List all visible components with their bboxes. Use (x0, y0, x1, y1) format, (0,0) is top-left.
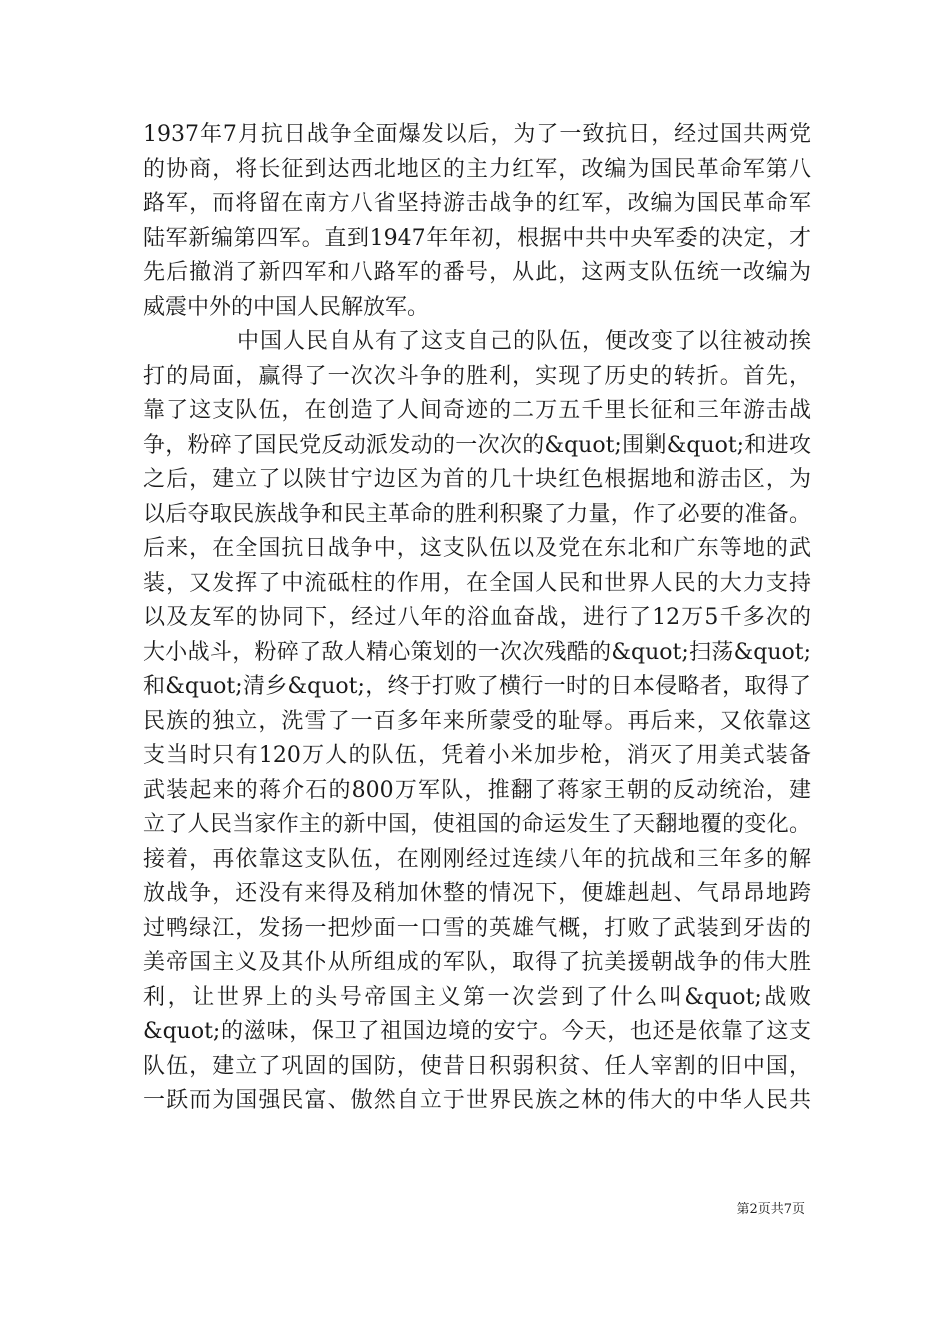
text-line: 先后撤消了新四军和八路军的番号，从此，这两支队伍统一改编为 (143, 260, 811, 285)
text-line: 支当时只有120万人的队伍，凭着小米加步枪，消灭了用美式装备 (143, 743, 811, 768)
text-line: &quot;的滋味，保卫了祖国边境的安宁。今天，也还是依靠了这支 (143, 1019, 811, 1044)
text-line: 利，让世界上的头号帝国主义第一次尝到了什么叫&quot;战败 (143, 984, 811, 1010)
text-line: 的协商，将长征到达西北地区的主力红军，改编为国民革命军第八 (143, 156, 811, 182)
text-line: 威震中外的中国人民解放军。 (143, 294, 430, 320)
text-line: 靠了这支队伍，在创造了人间奇迹的二万五千里长征和三年游击战 (143, 398, 811, 423)
paragraph-start-line: 中国人民自从有了这支自己的队伍，便改变了以往被动挨 (237, 329, 811, 354)
text-line: 后来，在全国抗日战争中，这支队伍以及党在东北和广东等地的武 (143, 536, 811, 561)
text-line: 以后夺取民族战争和民主革命的胜利积聚了力量，作了必要的准备。 (143, 501, 811, 527)
text-line: 大小战斗，粉碎了敌人精心策划的一次次残酷的&quot;扫荡&quot; (143, 639, 811, 665)
body-text (143, 118, 811, 1119)
text-line: 打的局面，赢得了一次次斗争的胜利，实现了历史的转折。首先， (143, 363, 811, 389)
text-line: 队伍，建立了巩固的国防，使昔日积弱积贫、任人宰割的旧中国， (143, 1053, 811, 1079)
text-line: 以及友军的协同下，经过八年的浴血奋战，进行了12万5千多次的 (143, 605, 811, 630)
text-line: 争，粉碎了国民党反动派发动的一次次的&quot;围剿&quot;和进攻 (143, 432, 811, 458)
text-line: 一跃而为国强民富、傲然自立于世界民族之林的伟大的中华人民共 (143, 1088, 811, 1113)
text-line: 装，又发挥了中流砥柱的作用，在全国人民和世界人民的大力支持 (143, 570, 811, 596)
text-line: 过鸭绿江，发扬一把炒面一口雪的英雄气概，打败了武装到牙齿的 (143, 915, 811, 941)
text-line: 立了人民当家作主的新中国，使祖国的命运发生了天翻地覆的变化。 (143, 812, 811, 837)
text-line: 民族的独立，洗雪了一百多年来所蒙受的耻辱。再后来，又依靠这 (143, 708, 811, 734)
page-number-footer: 第2页共7页 (736, 1202, 805, 1217)
text-line: 美帝国主义及其仆从所组成的军队，取得了抗美援朝战争的伟大胜 (143, 950, 811, 975)
text-line: 陆军新编第四军。直到1947年年初，根据中共中央军委的决定，才 (143, 225, 811, 251)
text-line: 之后，建立了以陕甘宁边区为首的几十块红色根据地和游击区，为 (143, 467, 811, 492)
text-line: 路军，而将留在南方八省坚持游击战争的红军，改编为国民革命军 (143, 191, 811, 216)
text-line: 武装起来的蒋介石的800万军队，推翻了蒋家王朝的反动统治，建 (143, 777, 811, 803)
text-line: 接着，再依靠这支队伍，在刚刚经过连续八年的抗战和三年多的解 (143, 846, 811, 872)
text-line: 放战争，还没有来得及稍加休整的情况下，便雄赳赳、气昂昂地跨 (143, 881, 811, 906)
text-line: 1937年7月抗日战争全面爆发以后，为了一致抗日，经过国共两党 (143, 122, 811, 147)
text-line: 和&quot;清乡&quot;，终于打败了横行一时的日本侵略者，取得了 (143, 674, 811, 699)
